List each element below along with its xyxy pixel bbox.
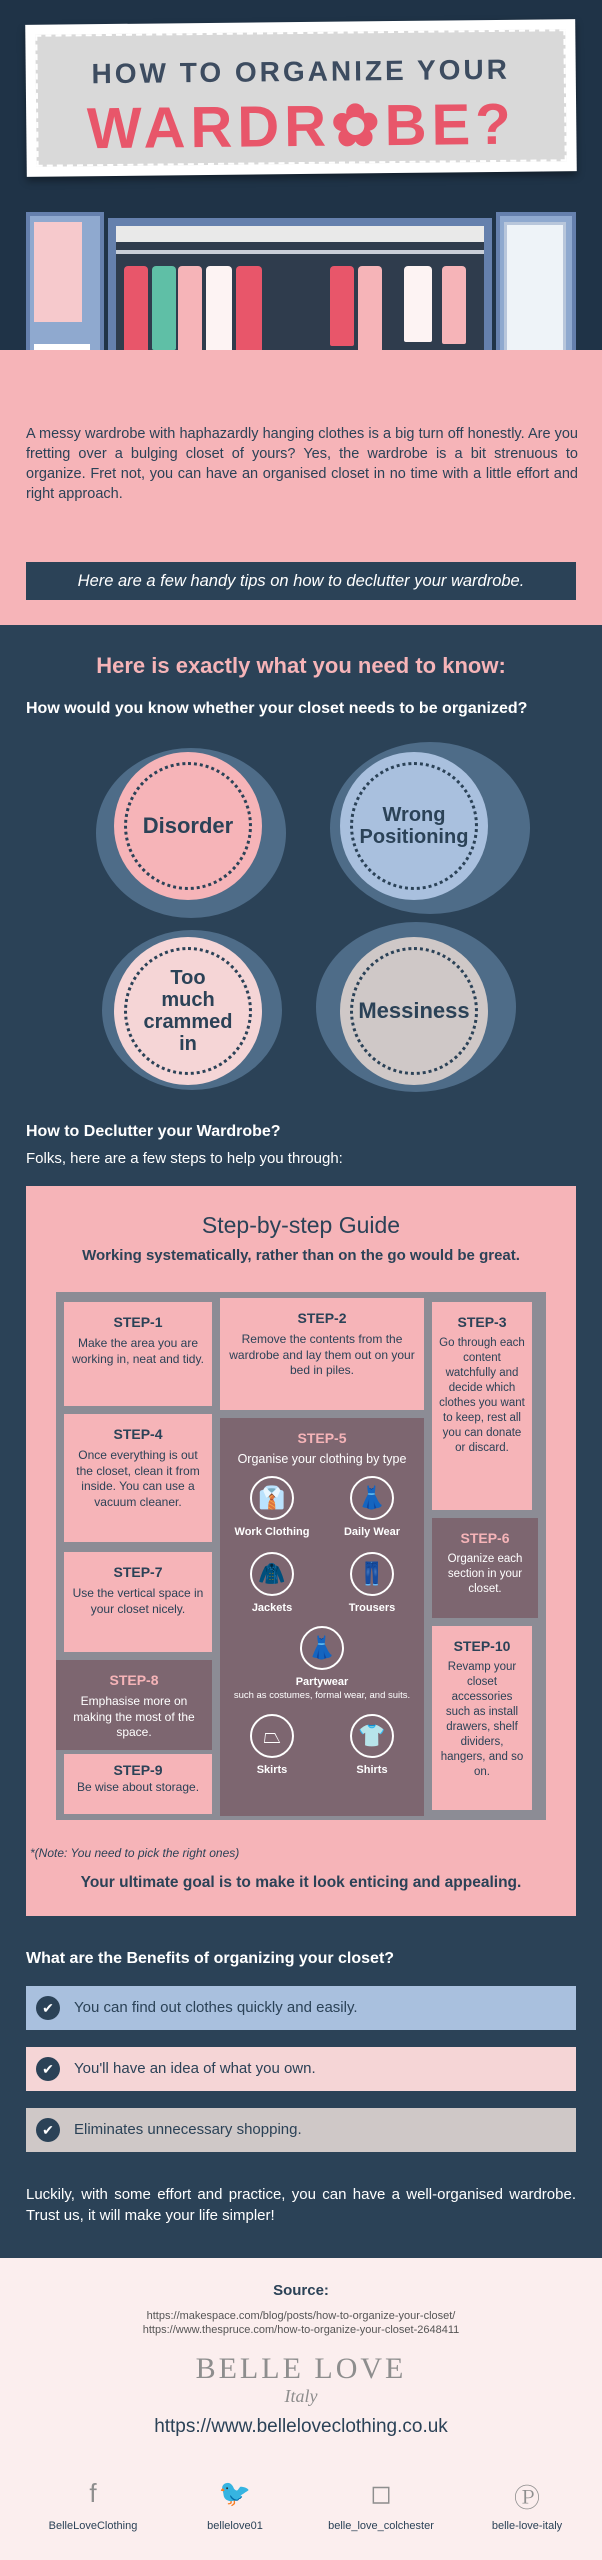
step-10-box [432, 1626, 532, 1810]
step-text: Go through each content watchfully and decide which clothes you want to keep, rest all you can donate or discard. [439, 1337, 525, 1454]
dress-shape [442, 266, 466, 344]
guide-note: *(Note: You need to pick the right ones) [30, 1846, 240, 1860]
twitter-icon: 🐦 [218, 2478, 252, 2508]
check-icon: ✔ [36, 2118, 60, 2142]
declutter-subheading: Folks, here are a few steps to help you through: [26, 1150, 343, 1167]
step-text: Remove the contents from the wardrobe and lay them out on your bed in piles. [229, 1332, 415, 1377]
benefit-item [26, 1986, 576, 2030]
guide-subtitle: Working systematically, rather than on the go would be great. [82, 1247, 520, 1264]
skirt-icon: ⏢ [250, 1714, 294, 1758]
sign-circle-disorder [114, 752, 262, 900]
clothing-type-label: Daily Wear [343, 1526, 401, 1538]
hanging-rod [116, 250, 484, 254]
social-label: belle_love_colchester [328, 2520, 434, 2532]
social-pinterest[interactable] [452, 2478, 602, 2532]
sign-circle-wrong-positioning [340, 752, 488, 900]
trousers-icon: 👖 [350, 1552, 394, 1596]
title-line-2: WARDR✿BE? [86, 91, 516, 162]
step-title: STEP-8 [109, 1672, 159, 1688]
title-banner [25, 19, 577, 177]
footer [0, 2258, 602, 2560]
step-title: STEP-5 [297, 1430, 347, 1446]
closing-paragraph: Luckily, with some effort and practice, you can have a well-organised wardrobe. Trust us, it will make your life simpler! [26, 2186, 576, 2224]
step-title: STEP-3 [457, 1314, 507, 1330]
tip-box [26, 562, 576, 600]
guide-title: Step-by-step Guide [201, 1212, 401, 1238]
sign-label: Messiness [358, 998, 470, 1023]
clothing-type-label: Partywear [295, 1676, 349, 1688]
benefit-text: Eliminates unnecessary shopping. [74, 2121, 302, 2138]
dress-shape [330, 266, 354, 346]
step-title: STEP-9 [113, 1762, 163, 1778]
step-guide-panel [26, 1186, 576, 1916]
step-title: STEP-1 [113, 1314, 163, 1330]
step-title: STEP-7 [113, 1564, 163, 1580]
social-label: bellelove01 [207, 2520, 263, 2532]
clothing-type-label: Trousers [348, 1602, 396, 1614]
sign-circle-messiness [340, 937, 488, 1085]
intro-paragraph: A messy wardrobe with haphazardly hanging clothes is a big turn off honestly. Are you fretting over a bulging closet of yours? Yes, the wardrobe is a bit strenuous to organize. Fret not, you can have an organised closet in no time with a little effort and right approach. [26, 426, 578, 502]
shirt-icon: 👕 [350, 1714, 394, 1758]
social-label: belle-love-italy [491, 2520, 563, 2532]
step-text: Revamp your closet accessories such as install drawers, shelf dividers, hangers, and so on. [440, 1661, 524, 1778]
benefit-item [26, 2108, 576, 2152]
social-label: BelleLoveClothing [48, 2520, 138, 2532]
benefit-text: You can find out clothes quickly and easily. [74, 1999, 358, 2016]
social-twitter[interactable] [160, 2478, 310, 2532]
daily-wear-icon: 👗 [350, 1476, 394, 1520]
tip-text: Here are a few handy tips on how to declutter your wardrobe. [77, 572, 525, 590]
partywear-note: such as costumes, formal wear, and suits. [233, 1690, 411, 1701]
step-1-box [64, 1302, 212, 1406]
social-facebook[interactable] [18, 2478, 168, 2532]
source-link[interactable]: https://www.thespruce.com/how-to-organize-your-closet-2648411 [142, 2324, 460, 2336]
dress-shape [404, 266, 432, 342]
brand-logo: BELLE LOVE [195, 2352, 407, 2385]
title-banner-inner [35, 29, 566, 167]
clothing-type-label: Shirts [356, 1764, 388, 1776]
step-8-box [56, 1660, 212, 1750]
instagram-icon: ◻ [370, 2478, 392, 2508]
step-9-box [64, 1754, 212, 1814]
guide-goal: Your ultimate goal is to make it look enticing and appealing. [80, 1874, 522, 1891]
know-question: How would you know whether your closet needs to be organized? [26, 700, 528, 717]
sign-label: Too much crammed in [143, 967, 233, 1055]
work-clothing-icon: 👔 [250, 1476, 294, 1520]
step-text: Make the area you are working in, neat and tidy. [72, 1336, 204, 1366]
clothing-type-label: Skirts [256, 1764, 288, 1776]
benefit-text: You'll have an idea of what you own. [74, 2060, 316, 2077]
social-instagram[interactable] [306, 2478, 456, 2532]
jacket-icon: 🧥 [250, 1552, 294, 1596]
benefit-item [26, 2047, 576, 2091]
step-title: STEP-10 [453, 1638, 511, 1654]
clothing-type-label: Jackets [251, 1602, 293, 1614]
step-text: Organise your clothing by type [237, 1452, 407, 1466]
step-title: STEP-2 [297, 1310, 347, 1326]
sign-label: Wrong Positioning [359, 804, 469, 848]
step-title: STEP-4 [113, 1426, 163, 1442]
step-text: Organize each section in your closet. [447, 1553, 523, 1595]
pinterest-icon: Ⓟ [513, 2483, 540, 2513]
step-3-box [432, 1302, 532, 1510]
step-7-box [64, 1552, 212, 1652]
check-icon: ✔ [36, 1996, 60, 2020]
step-4-box [64, 1414, 212, 1542]
drawer-stack-pink [34, 222, 82, 322]
step-6-box [432, 1518, 538, 1618]
step-text: Be wise about storage. [76, 1780, 200, 1794]
website-link[interactable]: https://www.belleloveclothing.co.uk [154, 2416, 448, 2437]
step-5-box [220, 1418, 424, 1816]
step-text: Emphasise more on making the most of the space. [73, 1694, 195, 1739]
facebook-icon: f [89, 2478, 97, 2508]
benefits-heading: What are the Benefits of organizing your closet? [26, 1950, 395, 1967]
dress-shape [358, 266, 382, 354]
partywear-icon: 👗 [300, 1626, 344, 1670]
wardrobe-top-shelf [116, 226, 484, 242]
declutter-heading: How to Declutter your Wardrobe? [26, 1123, 281, 1140]
dress-shape [178, 266, 202, 358]
clothing-type-label: Work Clothing [234, 1526, 310, 1538]
source-heading: Source: [273, 2282, 329, 2299]
title-line-1: HOW TO ORGANIZE YOUR [91, 53, 511, 90]
step-text: Use the vertical space in your closet nicely. [72, 1586, 204, 1616]
step-title: STEP-6 [460, 1530, 510, 1546]
source-link[interactable]: https://makespace.com/blog/posts/how-to-organize-your-closet/ [146, 2310, 456, 2322]
sign-circle-too-much-crammed [114, 937, 262, 1085]
brand-logo-subtitle: Italy [284, 2386, 318, 2406]
shelf-frame [56, 1292, 546, 1820]
dress-shape [152, 266, 176, 350]
sign-label: Disorder [142, 813, 234, 838]
check-icon: ✔ [36, 2057, 60, 2081]
step-text: Once everything is out the closet, clean it from inside. You can use a vacuum cleaner. [76, 1448, 200, 1509]
know-heading: Here is exactly what you need to know: [96, 653, 506, 678]
dress-shape [124, 266, 148, 356]
step-2-box [220, 1298, 424, 1410]
